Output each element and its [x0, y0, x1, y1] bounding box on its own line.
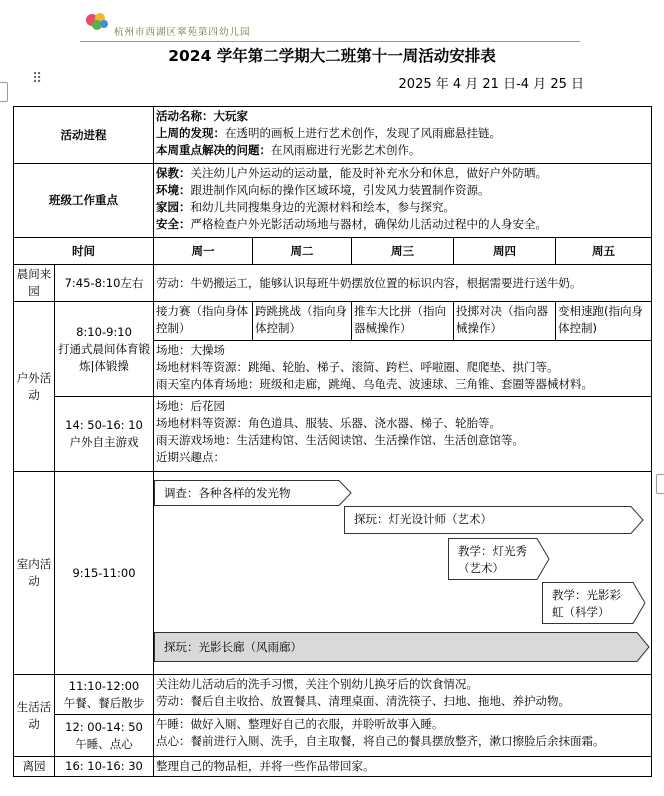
arrival-label: 晨间来园 — [14, 265, 55, 302]
day-wednesday: 周三 — [352, 238, 454, 265]
life-label: 生活活动 — [14, 675, 55, 757]
arrival-content: 劳动：牛奶搬运工，能够认识每班牛奶摆放位置的标识内容，根据需要进行送牛奶。 — [154, 265, 652, 302]
time-header: 时间 — [14, 238, 154, 265]
header-rule — [80, 41, 580, 42]
class-focus-row — [14, 164, 652, 238]
outdoor-morning-detail: 场地：大操场 场地材料等资源：跳绳、轮胎、梯子、滚筒、跨栏、呼啦圈、爬爬垫、拱门等。 雨天室内体育场地：班级和走廊，跳绳、乌龟壳、波速球、三角锥、套圈等器械材料。 — [154, 341, 652, 397]
game-cart: 推车大比拼（指向器械操作） — [352, 302, 454, 341]
lunch-row — [14, 675, 652, 715]
indoor-time: 9:15-11:00 — [55, 472, 154, 675]
leave-row — [14, 757, 652, 777]
activity-content: 活动名称：大玩家 上周的发现：在透明的画板上进行艺术创作，发现了风雨廊悬挂链。 本周重点解决的问题：在风雨廊进行光影艺术创作。 — [154, 107, 652, 164]
arrow-shadow-rainbow: 教学：光影彩虹（科学） — [542, 582, 646, 624]
arrow-light-show: 教学：灯光秀（艺术） — [448, 538, 550, 580]
arrow-shadow-corridor: 探玩：光影长廊（风雨廊） — [154, 632, 650, 662]
day-tuesday: 周二 — [253, 238, 352, 265]
day-thursday: 周四 — [454, 238, 556, 265]
nap-detail: 午睡：做好入厕、整理好自己的衣服，并聆听故事入睡。 点心：餐前进行入厕、洗手，自主取餐，将自己的餐具摆放整齐，漱口擦脸后余抹面霜。 — [154, 715, 652, 757]
schedule-table — [13, 106, 652, 777]
outdoor-morning-time: 8:10-9:10 打通式晨间体育锻炼|体锻操 — [55, 302, 154, 397]
outdoor-label: 户外活动 — [14, 302, 55, 472]
game-throw: 投掷对决（指向器械操作） — [454, 302, 556, 341]
drag-handle-icon[interactable]: ⠿ — [32, 71, 43, 87]
left-margin-marker — [0, 82, 8, 102]
arrow-survey: 调查：各种各样的发光物 — [154, 480, 352, 506]
activity-label: 活动进程 — [14, 107, 154, 164]
leave-label: 离园 — [14, 757, 55, 777]
game-sprint: 变相速跑(指向身体控制) — [556, 302, 652, 341]
leave-content: 整理自己的物品柜，并将一些作品带回家。 — [154, 757, 652, 777]
game-relay: 接力赛（指向身体控制） — [154, 302, 253, 341]
outdoor-afternoon-time: 14: 50-16: 10 户外自主游戏 — [55, 397, 154, 472]
indoor-label: 室内活动 — [14, 472, 55, 675]
schedule-header-row — [14, 238, 652, 265]
outdoor-games-row — [14, 302, 652, 341]
indoor-row — [14, 472, 652, 675]
right-margin-marker — [656, 474, 664, 494]
arrival-time: 7:45-8:10左右 — [55, 265, 154, 302]
indoor-content — [154, 472, 652, 675]
kindergarten-logo — [82, 10, 114, 36]
day-friday: 周五 — [556, 238, 652, 265]
page-title: 2024 学年第二学期大二班第十一周活动安排表 — [168, 47, 496, 65]
date-range: 2025 年 4 月 21 日-4 月 25 日 — [398, 77, 584, 92]
arrow-lighting-designer: 探玩：灯光设计师（艺术） — [344, 506, 644, 534]
school-name: 杭州市西湖区翠苑第四幼儿园 — [114, 27, 251, 38]
class-focus-content: 保教：关注幼儿户外运动的运动量，能及时补充水分和休息，做好户外防晒。 环境：跟进制作风向标的操作区域环境，引发风力装置制作资源。 家园：和幼儿共同搜集身边的光源材料和绘本，参与探究。 安全：严格检查户外光影活动场地与器材，确保幼儿活动过程中的人身安全。 — [154, 164, 652, 238]
lunch-time: 11:10-12:00 午餐、餐后散步 — [55, 675, 154, 715]
day-monday: 周一 — [154, 238, 253, 265]
outdoor-afternoon-detail: 场地：后花园 场地材料等资源：角色道具、服装、乐器、浇水器、梯子、轮胎等。 雨天游戏场地：生活建构馆、生活阅读馆、生活操作馆、生活创意馆等。 近期兴趣点： — [154, 397, 652, 472]
activity-row — [14, 107, 652, 164]
game-jump: 跨跳挑战（指向身体控制） — [253, 302, 352, 341]
arrival-row — [14, 265, 652, 302]
lunch-detail: 关注幼儿活动后的洗手习惯，关注个别幼儿换牙后的饮食情况。 劳动：餐后自主收拾、放置餐具、清理桌面、清洗筷子、扫地、拖地、养护动物。 — [154, 675, 652, 715]
nap-row — [14, 715, 652, 757]
leave-time: 16: 10-16: 30 — [55, 757, 154, 777]
nap-time: 12: 00-14: 50 午睡、点心 — [55, 715, 154, 757]
outdoor-afternoon-row — [14, 397, 652, 472]
class-focus-label: 班级工作重点 — [14, 164, 154, 238]
